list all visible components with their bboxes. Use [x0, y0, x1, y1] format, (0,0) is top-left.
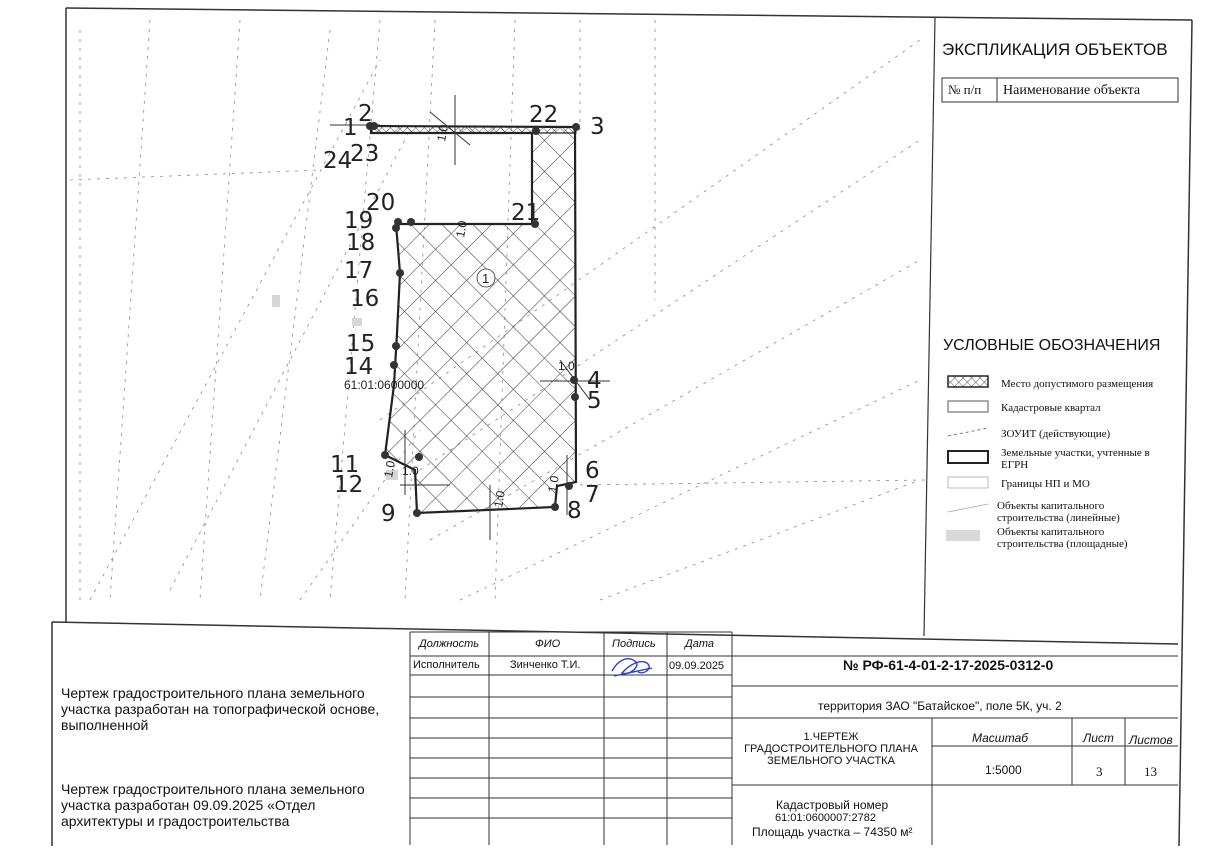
point-label: 5	[587, 388, 602, 414]
legend-item-area-objects: Объекты капитального строительства (площадные)	[997, 526, 1128, 550]
plot-area: Площадь участка – 74350 м²	[752, 825, 913, 839]
point-label: 12	[334, 472, 364, 498]
stamp-position: Исполнитель	[413, 659, 480, 671]
point-label: 7	[585, 482, 600, 508]
distance-label: 1.0	[402, 464, 419, 478]
allowed-placement-zone	[371, 126, 576, 513]
point-label: 4	[587, 368, 602, 394]
distance-label: 1.0	[545, 474, 562, 494]
point-label: 21	[511, 200, 541, 226]
point-label: 17	[344, 258, 374, 284]
scale-header: Масштаб	[972, 731, 1029, 745]
scale-value: 1:5000	[985, 763, 1022, 777]
point-label: 15	[346, 331, 376, 357]
point-label: 16	[350, 286, 380, 312]
legend-item-placement: Место допустимого размещения	[1001, 378, 1154, 390]
note-developer: Чертеж градостроительного плана земельного участка разработан 09.09.2025 «Отдел архитектуры и градостроительства	[61, 781, 365, 829]
sheets-value: 13	[1144, 764, 1157, 779]
territory: территория ЗАО "Батайское", поле 5К, уч. 2	[818, 699, 1062, 713]
legend-item-linear-objects: Объекты капитального строительства (линейные)	[997, 500, 1120, 524]
point-label: 1	[343, 115, 358, 141]
point-label: 9	[381, 501, 396, 527]
point-label: 6	[585, 458, 600, 484]
point-label: 20	[366, 190, 396, 216]
legend-item-quarter: Кадастровые квартал	[1001, 402, 1101, 414]
distance-label: 1.0	[434, 123, 451, 143]
distance-label: 1.0	[453, 219, 470, 239]
stamp-name: Зинченко Т.И.	[510, 659, 581, 671]
zone-number	[477, 269, 495, 287]
cadastral-quarter-label: 61:01:0600000	[344, 378, 425, 392]
explication-col-no: № п/п	[948, 82, 982, 97]
stamp-header-date: Дата	[685, 638, 715, 650]
point-label: 11	[330, 452, 360, 478]
zone-number-label: 1	[482, 271, 490, 286]
stamp-header-position: Должность	[419, 638, 480, 650]
legend-swatches	[946, 376, 988, 541]
sheet-value: 3	[1096, 764, 1103, 779]
point-label: 19	[344, 208, 374, 234]
cadastral-number: 61:01:0600007:2782	[775, 812, 876, 824]
point-label: 14	[344, 354, 374, 380]
point-label: 8	[567, 498, 582, 524]
point-label: 24	[323, 148, 353, 174]
distance-label: 1.0	[491, 489, 508, 509]
explication-title: ЭКСПЛИКАЦИЯ ОБЪЕКТОВ	[942, 40, 1168, 59]
legend-item-egrn-plots: Земельные участки, учтенные в ЕГРН	[1001, 447, 1150, 471]
sheets-header: Листов	[1129, 733, 1173, 747]
stamp-header-name: ФИО	[535, 638, 561, 650]
document-number: № РФ-61-4-01-2-17-2025-0312-0	[843, 657, 1054, 673]
point-label: 22	[529, 102, 559, 128]
cadastral-label: Кадастровый номер	[776, 798, 889, 812]
point-label: 2	[358, 101, 373, 127]
explication-col-name: Наименование объекта	[1003, 83, 1141, 98]
distance-label: 1.0	[558, 359, 575, 373]
stamp-date: 09.09.2025	[669, 660, 725, 672]
stamp-header-signature: Подпись	[612, 638, 656, 650]
point-label: 18	[346, 230, 376, 256]
signature	[612, 659, 652, 676]
sheet-header: Лист	[1083, 731, 1114, 745]
point-label: 3	[590, 114, 605, 140]
drawing-title: 1.ЧЕРТЕЖ ГРАДОСТРОИТЕЛЬНОГО ПЛАНА ЗЕМЕЛЬНОГО УЧАСТКА	[744, 731, 918, 767]
point-label: 23	[350, 141, 380, 167]
note-topographic-basis: Чертеж градостроительного плана земельного участка разработан на топографической основе, выполненной	[61, 685, 380, 733]
legend-title: УСЛОВНЫЕ ОБОЗНАЧЕНИЯ	[943, 337, 1161, 354]
legend-item-zouit: ЗОУИТ (действующие)	[1001, 428, 1111, 440]
distance-label: 1.0	[381, 459, 398, 479]
legend-item-boundaries: Границы НП и МО	[1001, 478, 1090, 490]
